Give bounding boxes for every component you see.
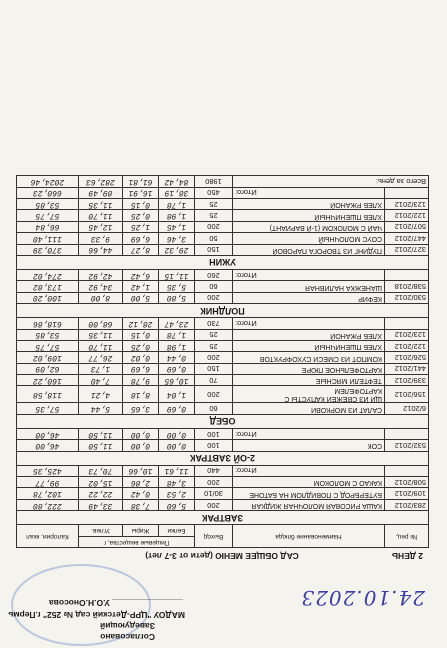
section-title: 2-ОЙ ЗАВТРАК bbox=[16, 451, 428, 465]
dish-protein: 1,98 bbox=[159, 340, 195, 351]
section-title: УЖИН bbox=[16, 255, 428, 269]
recipe-number: 109/2012 bbox=[385, 488, 429, 499]
dish-carbs: 11,35 bbox=[78, 329, 122, 340]
total-label: Итого: bbox=[233, 465, 385, 476]
total-yield: 730 bbox=[195, 318, 233, 329]
dish-carbs: 7,40 bbox=[78, 375, 122, 386]
column-header-yield: Выход bbox=[195, 525, 233, 548]
dish-kcal: 222,80 bbox=[16, 499, 78, 510]
section-total-row bbox=[16, 269, 428, 280]
table-row bbox=[16, 221, 428, 232]
dish-carbs: 22,22 bbox=[78, 488, 122, 499]
column-header-recipe: № рец. bbox=[385, 525, 429, 548]
recipe-number: 283/2012 bbox=[385, 499, 429, 510]
grand-total-protein: 84,42 bbox=[159, 176, 195, 187]
recipe-number: 526/2012 bbox=[385, 352, 429, 363]
handwritten-date: 24.10.2023 bbox=[300, 586, 425, 610]
section-title: ПОЛДНИК bbox=[16, 304, 428, 318]
dish-kcal: 160,22 bbox=[16, 375, 78, 386]
menu-day: 2 ДЕНЬ bbox=[391, 551, 423, 561]
recipe-number: 327/2012 bbox=[385, 244, 429, 255]
dish-name: ЧАЙ С МОЛОКОМ (1-Й ВАРИАНТ) bbox=[233, 221, 385, 232]
total-protein: 11,61 bbox=[159, 465, 195, 476]
menu-title bbox=[17, 551, 427, 561]
total-yield: 100 bbox=[195, 428, 233, 439]
dish-fat: 7,38 bbox=[123, 499, 159, 510]
recipe-number: 530/2012 bbox=[385, 292, 429, 303]
total-carbs: 42,92 bbox=[78, 269, 122, 280]
dish-protein: 5,60 bbox=[159, 499, 195, 510]
dish-fat: 3,65 bbox=[123, 403, 159, 414]
dish-name: ТЕФТЕЛИ МЯСНЫЕ bbox=[233, 375, 385, 386]
dish-carbs: 11,70 bbox=[78, 210, 122, 221]
dish-fat: 0,25 bbox=[123, 340, 159, 351]
grand-total-yield: 1980 bbox=[195, 176, 233, 187]
dish-kcal: 57,75 bbox=[16, 340, 78, 351]
dish-yield: 150 bbox=[195, 363, 233, 374]
dish-fat: 6,69 bbox=[123, 233, 159, 244]
dish-name: ПУДИНГ ИЗ ТВОРОГА ПАРОВОЙ bbox=[233, 244, 385, 255]
dish-protein: 1,98 bbox=[159, 210, 195, 221]
dish-fat: 0,42 bbox=[123, 488, 159, 499]
dish-fat: 0,00 bbox=[123, 440, 159, 451]
dish-fat: 8,18 bbox=[123, 386, 159, 403]
dish-name: СОК bbox=[233, 440, 385, 451]
recipe-number: 122/2012 bbox=[385, 210, 429, 221]
recipe-number: 508/2012 bbox=[385, 477, 429, 488]
total-protein: 0,00 bbox=[159, 428, 195, 439]
dish-carbs: 11,50 bbox=[78, 440, 122, 451]
dish-kcal: 173,82 bbox=[16, 281, 78, 292]
grand-total-row bbox=[16, 176, 428, 187]
total-carbs: 68,00 bbox=[78, 318, 122, 329]
dish-carbs: 4,21 bbox=[78, 386, 122, 403]
dish-fat: 0,15 bbox=[123, 329, 159, 340]
dish-name: СОУС МОЛОЧНЫЙ bbox=[233, 233, 385, 244]
menu-table bbox=[16, 175, 429, 548]
dish-protein: 5,80 bbox=[159, 292, 195, 303]
dish-kcal: 100,20 bbox=[16, 292, 78, 303]
dish-protein: 1,45 bbox=[159, 221, 195, 232]
dish-kcal: 370,39 bbox=[16, 244, 78, 255]
dish-protein: 1,04 bbox=[159, 386, 195, 403]
menu-title-text: САД ОБЩЕЕ МЕНЮ (дети от 3-7 лет) bbox=[145, 551, 299, 561]
recipe-number: 538/2018 bbox=[385, 281, 429, 292]
dish-carbs: 5,44 bbox=[78, 403, 122, 414]
dish-yield: 200 bbox=[195, 386, 233, 403]
table-row bbox=[16, 292, 428, 303]
dish-fat: 0,02 bbox=[123, 352, 159, 363]
table-row bbox=[16, 440, 428, 451]
dish-name: ХЛЕБ РЖАНОЙ bbox=[233, 199, 385, 210]
dish-protein: 5,35 bbox=[159, 281, 195, 292]
column-header-protein: Белки bbox=[159, 525, 195, 536]
dish-fat: 0,15 bbox=[123, 199, 159, 210]
dish-name: САЛАТ ИЗ МОРКОВИ bbox=[233, 403, 385, 414]
section-total-row bbox=[16, 318, 428, 329]
dish-yield: 200 bbox=[195, 221, 233, 232]
dish-kcal: 111,40 bbox=[16, 233, 78, 244]
section-total-row bbox=[16, 428, 428, 439]
section-total-row bbox=[16, 465, 428, 476]
dish-name: КОМПОТ ИЗ СМЕСИ СУХОФРУКТОВ bbox=[233, 352, 385, 363]
total-kcal: 618,86 bbox=[16, 318, 78, 329]
section-header bbox=[16, 304, 428, 318]
dish-yield: 200 bbox=[195, 477, 233, 488]
recipe-number: 123/2012 bbox=[385, 199, 429, 210]
column-header-fat: Жиры bbox=[123, 525, 159, 536]
dish-carbs: 34,92 bbox=[78, 281, 122, 292]
section-header bbox=[16, 414, 428, 428]
total-yield: 450 bbox=[195, 187, 233, 198]
dish-yield: 30/10 bbox=[195, 488, 233, 499]
dish-yield: 200 bbox=[195, 352, 233, 363]
dish-name: КАША РИСОВАЯ МОЛОЧНАЯ ЖИДКАЯ bbox=[233, 499, 385, 510]
dish-fat: 8,27 bbox=[123, 244, 159, 255]
total-kcal: 46,00 bbox=[16, 428, 78, 439]
column-header-carbs: Углев. bbox=[78, 525, 122, 536]
dish-fat: 2,86 bbox=[123, 477, 159, 488]
grand-total-label: Всего за день: bbox=[233, 176, 429, 187]
dish-protein: 0,00 bbox=[159, 440, 195, 451]
dish-name: ШАНЕЖКА НАЛИВНАЯ bbox=[233, 281, 385, 292]
dish-protein: 29,32 bbox=[159, 244, 195, 255]
dish-carbs: 15,02 bbox=[78, 477, 122, 488]
dish-protein: 1,78 bbox=[159, 199, 195, 210]
table-row bbox=[16, 375, 428, 386]
dish-name: КАРТОФЕЛЬНОЕ ПЮРЕ bbox=[233, 363, 385, 374]
dish-protein: 0,69 bbox=[159, 363, 195, 374]
dish-yield: 50 bbox=[195, 233, 233, 244]
total-kcal: 425,35 bbox=[16, 465, 78, 476]
total-kcal: 274,02 bbox=[16, 269, 78, 280]
dish-kcal: 57,35 bbox=[16, 403, 78, 414]
dish-kcal: 57,75 bbox=[16, 210, 78, 221]
section-title: ЗАВТРАК bbox=[16, 511, 428, 525]
total-label: Итого: bbox=[233, 318, 385, 329]
table-row bbox=[16, 386, 428, 403]
dish-carbs: 33,49 bbox=[78, 499, 122, 510]
total-fat: 6,42 bbox=[123, 269, 159, 280]
total-label: Итого: bbox=[233, 428, 385, 439]
dish-yield: 25 bbox=[195, 210, 233, 221]
table-row bbox=[16, 281, 428, 292]
dish-kcal: 99,77 bbox=[16, 477, 78, 488]
dish-yield: 25 bbox=[195, 199, 233, 210]
dish-name: ХЛЕБ ПШЕНИЧНЫЙ bbox=[233, 340, 385, 351]
column-header-kcal: Калории, ккал bbox=[16, 525, 78, 548]
organization-name: МАДОУ "ЦРР-Детский сад № 252" г.Пермь bbox=[8, 610, 185, 620]
dish-fat: 1,42 bbox=[123, 281, 159, 292]
dish-yield: 70 bbox=[195, 375, 233, 386]
table-row bbox=[16, 352, 428, 363]
dish-yield: 25 bbox=[195, 340, 233, 351]
dish-kcal: 118,58 bbox=[16, 386, 78, 403]
dish-carbs: 11,35 bbox=[78, 199, 122, 210]
dish-name: КЕФИР bbox=[233, 292, 385, 303]
dish-protein: 1,78 bbox=[159, 329, 195, 340]
total-yield: 440 bbox=[195, 465, 233, 476]
recipe-number: 447/2012 bbox=[385, 233, 429, 244]
recipe-number: 441/2012 bbox=[385, 363, 429, 374]
table-header-row bbox=[16, 536, 428, 547]
total-protein: 23,47 bbox=[159, 318, 195, 329]
recipe-number: 156/2012 bbox=[385, 386, 429, 403]
dish-carbs: 11,70 bbox=[78, 340, 122, 351]
section-total-row bbox=[16, 187, 428, 198]
table-row bbox=[16, 329, 428, 340]
dish-carbs: 26,77 bbox=[78, 352, 122, 363]
dish-protein: 0,69 bbox=[159, 403, 195, 414]
grand-total-carbs: 282,63 bbox=[78, 176, 122, 187]
total-fat: 16,91 bbox=[123, 187, 159, 198]
table-row bbox=[16, 199, 428, 210]
dish-protein: 3,46 bbox=[159, 233, 195, 244]
dish-protein: 10,65 bbox=[159, 375, 195, 386]
recipe-number: 123/2012 bbox=[385, 329, 429, 340]
dish-protein: 0,44 bbox=[159, 352, 195, 363]
dish-yield: 60 bbox=[195, 281, 233, 292]
total-carbs: 70,73 bbox=[78, 465, 122, 476]
dish-kcal: 53,85 bbox=[16, 199, 78, 210]
table-row bbox=[16, 210, 428, 221]
dish-fat: 5,00 bbox=[123, 292, 159, 303]
table-row bbox=[16, 363, 428, 374]
total-label: Итого: bbox=[233, 269, 385, 280]
recipe-number: 339/2012 bbox=[385, 375, 429, 386]
total-kcal: 660,23 bbox=[16, 187, 78, 198]
dish-yield: 150 bbox=[195, 244, 233, 255]
dish-kcal: 62,09 bbox=[16, 363, 78, 374]
dish-fat: 6,69 bbox=[123, 363, 159, 374]
dish-yield: 25 bbox=[195, 329, 233, 340]
total-fat: 10,66 bbox=[123, 465, 159, 476]
dish-protein: 3,48 bbox=[159, 477, 195, 488]
table-row bbox=[16, 477, 428, 488]
grand-total-fat: 61,81 bbox=[123, 176, 159, 187]
total-protein: 38,19 bbox=[159, 187, 195, 198]
table-row bbox=[16, 403, 428, 414]
dish-kcal: 53,85 bbox=[16, 329, 78, 340]
approver-signature-line: _______________ У.О.Н.Оносова bbox=[49, 598, 183, 608]
section-header bbox=[16, 451, 428, 465]
dish-name: ХЛЕБ ПШЕНИЧНЫЙ bbox=[233, 210, 385, 221]
dish-yield: 100 bbox=[195, 440, 233, 451]
section-header bbox=[16, 255, 428, 269]
total-protein: 11,15 bbox=[159, 269, 195, 280]
dish-name: ХЛЕБ РЖАНОЙ bbox=[233, 329, 385, 340]
section-header bbox=[16, 511, 428, 525]
dish-carbs: 12,45 bbox=[78, 221, 122, 232]
recipe-number: 6/2012 bbox=[385, 403, 429, 414]
dish-carbs: 44,66 bbox=[78, 244, 122, 255]
total-carbs: 11,50 bbox=[78, 428, 122, 439]
dish-name: КАКАО С МОЛОКОМ bbox=[233, 477, 385, 488]
dish-name: БУТЕРБРОД С ПОВИДЛОМ НА БАТОНЕ bbox=[233, 488, 385, 499]
approval-label: Согласовано bbox=[100, 632, 155, 642]
total-fat: 0,00 bbox=[123, 428, 159, 439]
dish-protein: 2,53 bbox=[159, 488, 195, 499]
dish-fat: 0,25 bbox=[123, 210, 159, 221]
grand-total-kcal: 2024,46 bbox=[16, 176, 78, 187]
recipe-number: 532/2012 bbox=[385, 440, 429, 451]
total-label: Итого: bbox=[233, 187, 385, 198]
dish-name: ЩИ ИЗ СВЕЖЕЙ КАПУСТЫ С КАРТОФЕЛЕМ bbox=[233, 386, 385, 403]
total-fat: 28,12 bbox=[123, 318, 159, 329]
recipe-number: 507/2012 bbox=[385, 221, 429, 232]
total-carbs: 89,49 bbox=[78, 187, 122, 198]
dish-kcal: 102,78 bbox=[16, 488, 78, 499]
table-row bbox=[16, 488, 428, 499]
recipe-number: 122/2012 bbox=[385, 340, 429, 351]
dish-kcal: 66,84 bbox=[16, 221, 78, 232]
table-row bbox=[16, 340, 428, 351]
table-row bbox=[16, 499, 428, 510]
dish-fat: 1,25 bbox=[123, 221, 159, 232]
dish-yield: 200 bbox=[195, 499, 233, 510]
dish-carbs: 1,73 bbox=[78, 363, 122, 374]
column-header-nutrients: Пищевые вещества, г bbox=[78, 536, 194, 547]
dish-kcal: 46,00 bbox=[16, 440, 78, 451]
column-header-name: Наименование блюда bbox=[233, 525, 385, 548]
dish-kcal: 109,02 bbox=[16, 352, 78, 363]
approver-title: Заведующий bbox=[99, 621, 155, 631]
table-row bbox=[16, 244, 428, 255]
dish-yield: 60 bbox=[195, 403, 233, 414]
total-yield: 260 bbox=[195, 269, 233, 280]
table-row bbox=[16, 233, 428, 244]
dish-carbs: 8,00 bbox=[78, 292, 122, 303]
section-title: ОБЕД bbox=[16, 414, 428, 428]
dish-carbs: 9,33 bbox=[78, 233, 122, 244]
dish-yield: 200 bbox=[195, 292, 233, 303]
dish-fat: 9,78 bbox=[123, 375, 159, 386]
